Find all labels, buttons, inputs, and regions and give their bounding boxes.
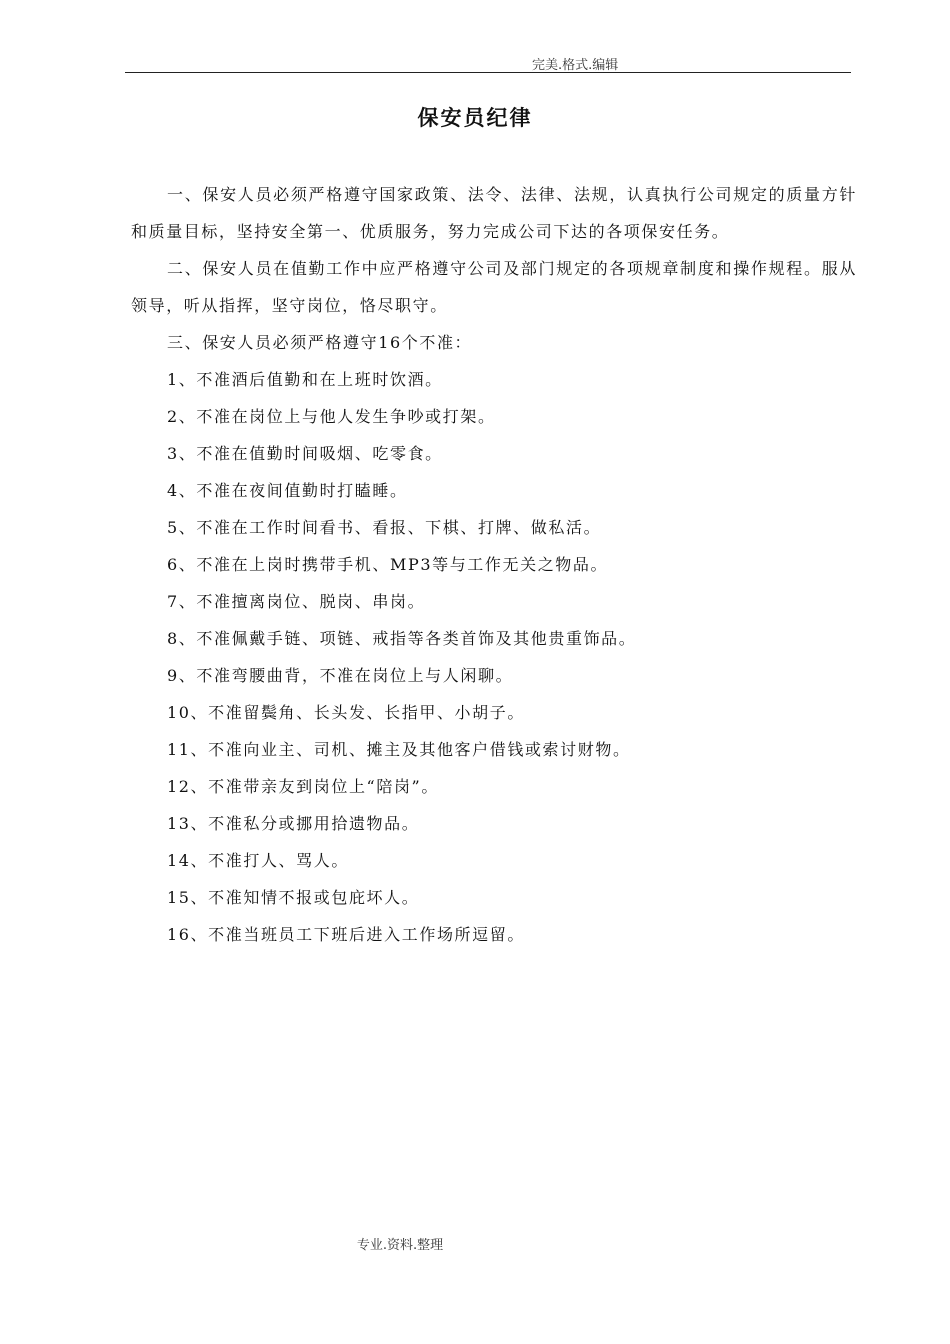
paragraph-1: 一、保安人员必须严格遵守国家政策、法令、法律、法规，认真执行公司规定的质量方针和质量目标，坚持安全第一、优质服务，努力完成公司下达的各项保安任务。 (131, 185, 857, 241)
header-text: 完美.格式.编辑 (532, 58, 619, 73)
rule-item: 7、不准擅离岗位、脱岗、串岗。 (167, 592, 426, 611)
rule-item: 6、不准在上岗时携带手机、MP3等与工作无关之物品。 (167, 555, 609, 574)
page-header (125, 52, 851, 73)
paragraph-2: 二、保安人员在值勤工作中应严格遵守公司及部门规定的各项规章制度和操作规程。服从领导，听从指挥，坚守岗位，恪尽职守。 (131, 259, 857, 315)
rule-item: 1、不准酒后值勤和在上班时饮酒。 (167, 370, 443, 389)
page-footer: 专业.资料.整理 (356, 1238, 444, 1253)
rule-item: 5、不准在工作时间看书、看报、下棋、打牌、做私活。 (167, 518, 602, 537)
rule-item: 3、不准在值勤时间吸烟、吃零食。 (167, 444, 443, 463)
rule-item: 10、不准留鬓角、长头发、长指甲、小胡子。 (167, 703, 525, 722)
document-body (131, 176, 857, 953)
rule-item: 12、不准带亲友到岗位上“陪岗”。 (167, 777, 439, 796)
rule-item: 15、不准知情不报或包庇坏人。 (167, 888, 420, 907)
rule-item: 13、不准私分或挪用拾遗物品。 (167, 814, 420, 833)
document-title: 保安员纪律 (417, 105, 533, 130)
rule-item: 2、不准在岗位上与他人发生争吵或打架。 (167, 407, 496, 426)
rule-item: 14、不准打人、骂人。 (167, 851, 349, 870)
rule-item: 9、不准弯腰曲背，不准在岗位上与人闲聊。 (167, 666, 514, 685)
rule-item: 8、不准佩戴手链、项链、戒指等各类首饰及其他贵重饰品。 (167, 629, 637, 648)
rule-item: 11、不准向业主、司机、摊主及其他客户借钱或索讨财物。 (167, 740, 631, 759)
rule-item: 4、不准在夜间值勤时打瞌睡。 (167, 481, 408, 500)
rule-item: 16、不准当班员工下班后进入工作场所逗留。 (167, 925, 525, 944)
paragraph-3: 三、保安人员必须严格遵守16个不准： (167, 333, 473, 352)
